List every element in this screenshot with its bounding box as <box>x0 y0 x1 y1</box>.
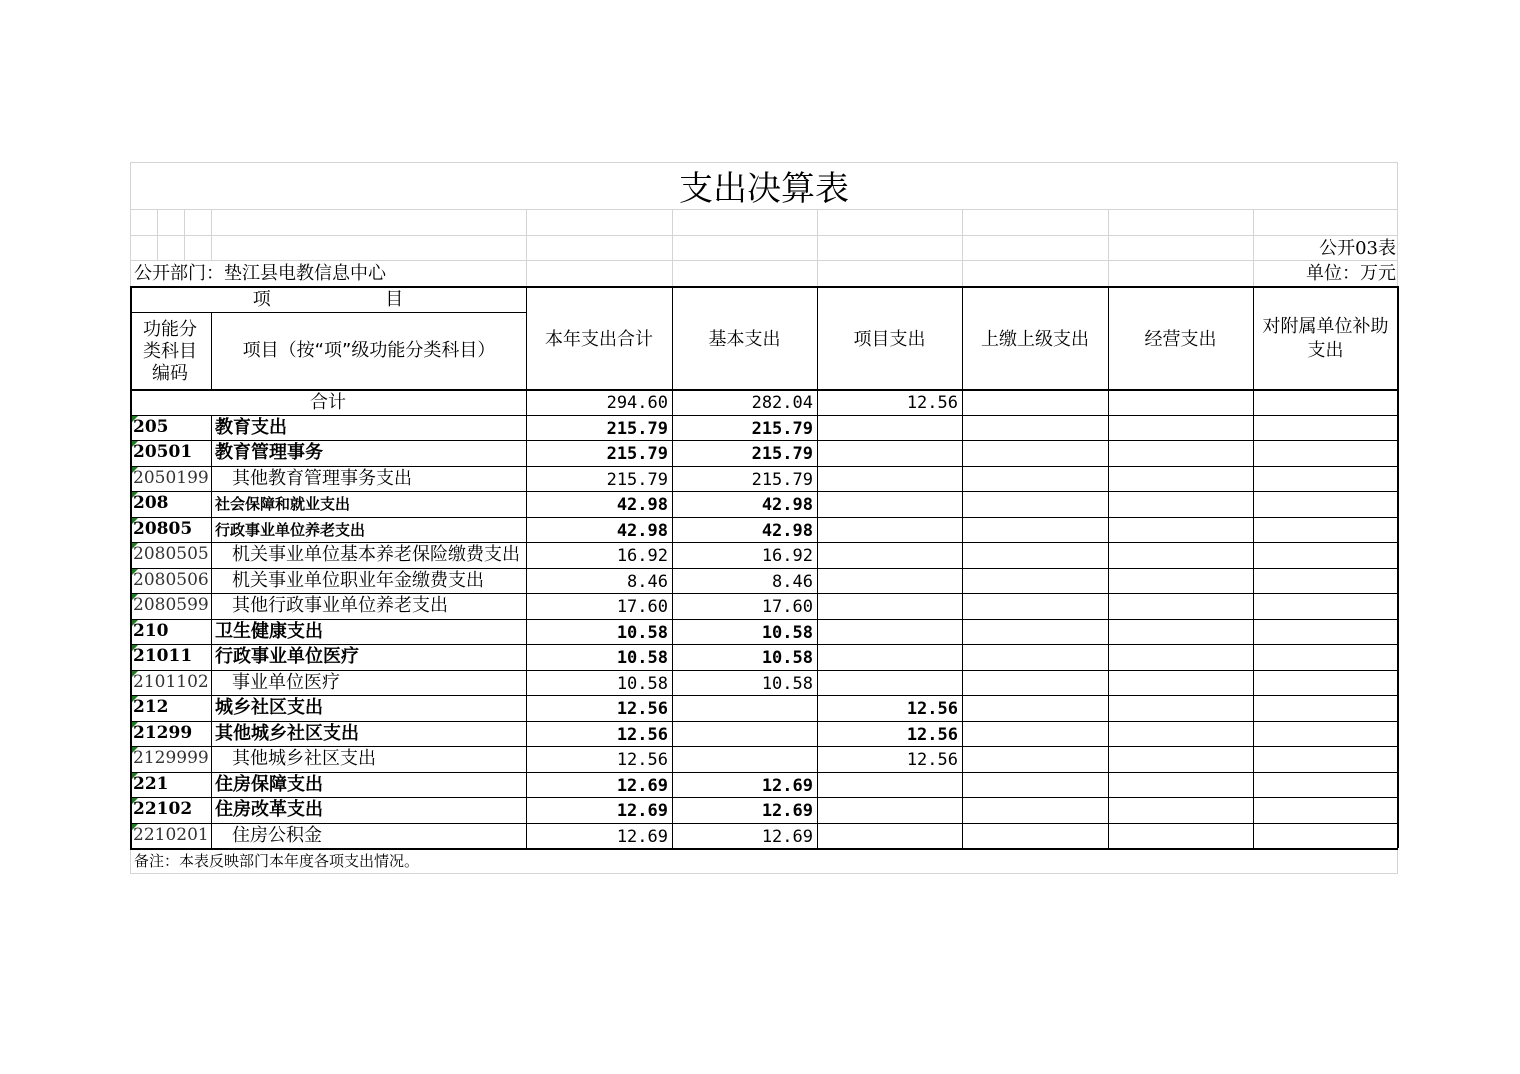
row-value: 16.92 <box>616 546 668 566</box>
department-label: 公开部门：垫江县电教信息中心 <box>134 263 386 284</box>
function-code: 208 <box>133 493 169 513</box>
row-value: 8.46 <box>627 571 668 592</box>
item-name: 教育支出 <box>215 416 287 438</box>
grid-line <box>962 209 963 260</box>
item-name: 行政事业单位养老支出 <box>215 520 366 539</box>
row-value: 16.92 <box>761 546 813 566</box>
page-title: 支出决算表 <box>679 169 849 209</box>
item-name: 住房改革支出 <box>215 799 323 820</box>
grid-line <box>1253 260 1254 286</box>
item-group-header: 项 目 <box>252 289 404 310</box>
grid-line <box>1108 260 1109 286</box>
function-code: 2080599 <box>133 595 209 615</box>
grid-line <box>526 260 527 286</box>
grid-line <box>211 209 212 260</box>
function-code: 210 <box>133 620 169 641</box>
function-code: 20501 <box>133 442 193 462</box>
grid-line <box>672 209 673 260</box>
total-value: 294.60 <box>606 393 668 413</box>
grid-line <box>130 415 1398 416</box>
grid-line <box>211 312 212 389</box>
grid-line <box>672 260 673 286</box>
total-value: 282.04 <box>751 393 813 413</box>
row-value: 215.79 <box>606 418 668 439</box>
row-value: 42.98 <box>761 495 813 515</box>
item-name: 事业单位医疗 <box>232 671 340 693</box>
grid-line <box>962 260 963 286</box>
grid-line <box>1108 286 1109 848</box>
item-name: 机关事业单位基本养老保险缴费支出 <box>232 544 520 565</box>
column-header: 项目支出 <box>853 329 926 350</box>
row-value: 42.98 <box>761 520 813 541</box>
function-code: 2129999 <box>133 748 209 768</box>
row-value: 12.56 <box>616 724 668 745</box>
row-value: 215.79 <box>606 444 668 464</box>
item-name: 其他行政事业单位养老支出 <box>232 595 448 616</box>
grid-line <box>130 873 1398 874</box>
column-header: 基本支出 <box>708 329 781 350</box>
function-code: 20805 <box>133 518 193 539</box>
grid-line <box>817 209 818 260</box>
column-header: 本年支出合计 <box>545 329 653 350</box>
grid-line <box>1253 209 1254 260</box>
grid-line <box>130 491 1398 492</box>
grid-line <box>130 286 132 848</box>
column-header: 经营支出 <box>1144 329 1217 350</box>
row-value: 12.56 <box>906 750 958 770</box>
grid-line <box>130 312 526 313</box>
row-value: 10.58 <box>616 673 668 694</box>
grid-line <box>1108 209 1109 260</box>
grid-line <box>130 644 1398 645</box>
item-name: 城乡社区支出 <box>215 697 323 718</box>
item-name: 其他教育管理事务支出 <box>232 467 412 489</box>
grid-line <box>130 542 1398 543</box>
item-name: 社会保障和就业支出 <box>215 495 351 513</box>
row-value: 42.98 <box>616 495 668 515</box>
grid-line <box>526 209 527 260</box>
function-code: 21011 <box>133 646 193 666</box>
grid-line <box>1253 286 1254 848</box>
grid-line <box>130 440 1398 441</box>
row-value: 42.98 <box>616 520 668 541</box>
grid-line <box>130 695 1398 696</box>
row-value: 17.60 <box>616 597 668 617</box>
total-label: 合计 <box>310 392 346 413</box>
row-value: 10.58 <box>761 648 813 668</box>
grid-line <box>130 286 1398 288</box>
item-name: 卫生健康支出 <box>215 620 323 642</box>
item-name: 住房保障支出 <box>215 773 323 795</box>
unit-label: 单位：万元 <box>1306 263 1396 284</box>
grid-line <box>130 721 1398 722</box>
function-code: 2080505 <box>133 544 209 564</box>
grid-line <box>130 797 1398 798</box>
function-code: 2210201 <box>133 824 209 845</box>
grid-line <box>130 593 1398 594</box>
grid-line <box>1397 286 1399 848</box>
function-code: 22102 <box>133 799 193 819</box>
grid-line <box>130 772 1398 773</box>
function-code: 21299 <box>133 722 193 743</box>
grid-line <box>130 517 1398 518</box>
grid-line <box>130 260 1398 261</box>
grid-line <box>130 823 1398 824</box>
row-value: 10.58 <box>761 622 813 643</box>
grid-line <box>211 415 212 849</box>
grid-line <box>817 286 818 848</box>
row-value: 17.60 <box>761 597 813 617</box>
row-value: 12.56 <box>906 699 958 719</box>
row-value: 10.58 <box>616 648 668 668</box>
row-value: 215.79 <box>751 444 813 464</box>
row-value: 12.69 <box>761 826 813 847</box>
item-name: 其他城乡社区支出 <box>215 722 359 744</box>
row-value: 215.79 <box>606 469 668 490</box>
grid-line <box>672 286 673 848</box>
code-column-header: 功能分 类科目 编码 <box>143 319 197 384</box>
row-value: 12.69 <box>616 801 668 821</box>
row-value: 10.58 <box>761 673 813 694</box>
grid-line <box>130 235 1398 236</box>
grid-line <box>962 286 963 848</box>
grid-line <box>130 389 1398 391</box>
item-name: 住房公积金 <box>232 824 322 846</box>
function-code: 2050199 <box>133 467 209 488</box>
function-code: 205 <box>133 416 169 437</box>
grid-line <box>130 466 1398 467</box>
column-header: 上缴上级支出 <box>981 329 1089 350</box>
function-code: 2101102 <box>133 671 209 692</box>
grid-line <box>130 670 1398 671</box>
column-header: 对附属单位补助 支出 <box>1262 316 1389 361</box>
row-value: 10.58 <box>616 622 668 643</box>
item-name: 其他城乡社区支出 <box>232 748 376 769</box>
row-value: 12.56 <box>616 750 668 770</box>
row-value: 12.56 <box>906 724 958 745</box>
row-value: 12.69 <box>616 775 668 796</box>
row-value: 12.56 <box>616 699 668 719</box>
function-code: 212 <box>133 697 169 717</box>
grid-line <box>130 746 1398 747</box>
item-name: 行政事业单位医疗 <box>215 646 359 667</box>
grid-line <box>157 209 158 260</box>
item-name: 机关事业单位职业年金缴费支出 <box>232 569 484 591</box>
form-number: 公开03表 <box>1319 238 1396 259</box>
grid-line <box>817 260 818 286</box>
grid-line <box>184 209 185 260</box>
total-value: 12.56 <box>906 393 958 413</box>
row-value: 12.69 <box>616 826 668 847</box>
function-code: 2080506 <box>133 569 209 590</box>
grid-line <box>130 568 1398 569</box>
row-value: 12.69 <box>761 801 813 821</box>
row-value: 215.79 <box>751 418 813 439</box>
row-value: 12.69 <box>761 775 813 796</box>
item-name: 教育管理事务 <box>215 442 323 463</box>
grid-line <box>130 848 1398 850</box>
grid-line <box>526 286 527 848</box>
item-column-header: 项目（按“项”级功能分类科目） <box>242 340 496 361</box>
row-value: 215.79 <box>751 469 813 490</box>
grid-line <box>130 162 1398 163</box>
function-code: 221 <box>133 773 169 794</box>
row-value: 8.46 <box>772 571 813 592</box>
footnote: 备注：本表反映部门本年度各项支出情况。 <box>134 852 420 870</box>
grid-line <box>130 209 1398 210</box>
grid-line <box>130 619 1398 620</box>
